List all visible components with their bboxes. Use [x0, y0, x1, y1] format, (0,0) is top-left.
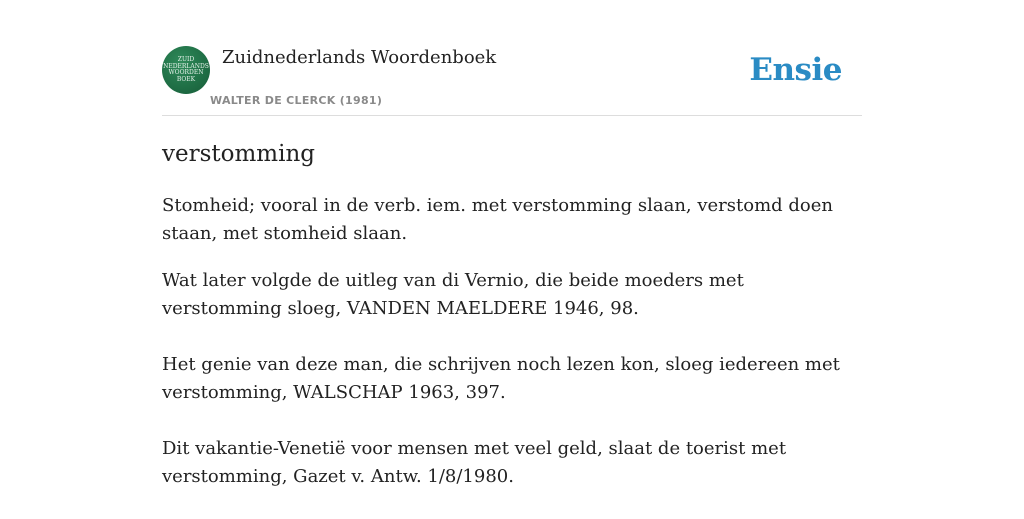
logo-text-line: BOEK: [176, 75, 196, 83]
source-title[interactable]: Zuidnederlands Woordenboek: [222, 47, 497, 68]
logo-text-line: NEDERLANDS: [163, 62, 209, 70]
logo-text-line: WOORDEN: [168, 69, 204, 76]
source-header: [162, 46, 862, 116]
citation-item: Wat later volgde de uitleg van di Vernio, die beide moeders met verstomming sloeg, VANDEN MAELDERE 1946, 98.: [162, 270, 744, 319]
entry-headword: verstomming: [162, 141, 316, 167]
citation-list: [162, 267, 862, 491]
source-author: WALTER DE CLERCK (1981): [210, 94, 383, 107]
citation-item: Het genie van deze man, die schrijven noch lezen kon, sloeg iedereen met verstomming, WALSCHAP 1963, 397.: [162, 354, 840, 403]
ensie-logo-link[interactable]: Ensie: [749, 52, 842, 88]
entry-definition: Stomheid; vooral in de verb. iem. met verstomming slaan, verstomd doen staan, met stomheid slaan.: [162, 195, 834, 244]
citation-item: Dit vakantie-Venetië voor mensen met veel geld, slaat de toerist met verstomming, Gazet v. Antw. 1/8/1980.: [162, 438, 787, 487]
logo-text-line: ZUID: [177, 56, 195, 63]
entry-content: [162, 138, 862, 519]
source-logo[interactable]: [162, 46, 210, 94]
